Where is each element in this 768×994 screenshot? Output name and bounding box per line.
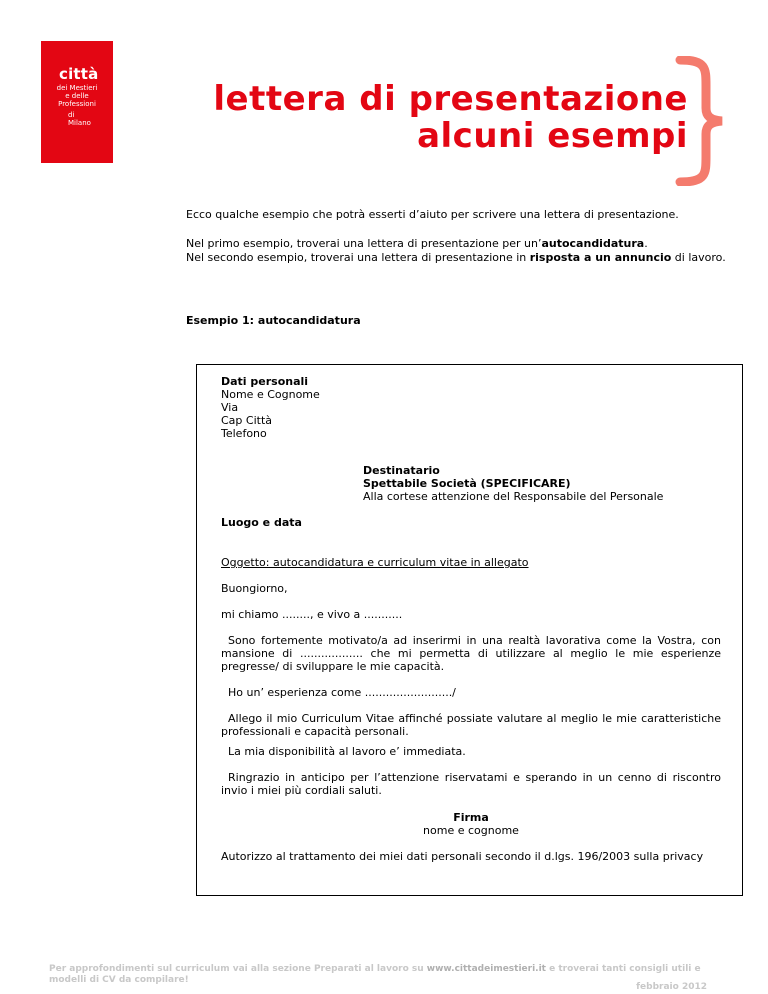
letter-intro: mi chiamo ........, e vivo a ...........: [221, 608, 403, 621]
intro-paragraph-1: Ecco qualche esempio che potrà esserti d’aiuto per scrivere una lettera di presentazione.: [186, 208, 679, 221]
privacy-consent: Autorizzo al trattamento dei miei dati personali secondo il d.lgs. 196/2003 sulla privacy: [221, 850, 704, 863]
section-title: Esempio 1: autocandidatura: [186, 314, 361, 327]
sender-line: Telefono: [221, 427, 267, 440]
logo-line3: [68, 111, 91, 127]
signature-title: Firma: [453, 811, 489, 824]
curly-brace-icon: [672, 56, 732, 186]
signature-name: nome e cognome: [423, 824, 519, 837]
sender-line: Cap Città: [221, 414, 273, 427]
intro-paragraph-3: [186, 251, 726, 265]
intro-p3-bold: risposta a un annuncio: [529, 251, 672, 264]
page-title: [213, 81, 688, 155]
logo: [41, 41, 113, 163]
sender-line: Via: [221, 401, 239, 414]
sender-line: Nome e Cognome: [221, 388, 320, 401]
intro-paragraph-2: [186, 237, 648, 251]
recipient-company: Spettabile Società (SPECIFICARE): [363, 477, 571, 490]
intro-p2-post: .: [644, 237, 648, 250]
letter-paragraph-4: La mia disponibilità al lavoro e’ immediata.: [228, 745, 466, 758]
recipient-title: Destinatario: [363, 464, 440, 477]
letter-paragraph-3: Allego il mio Curriculum Vitae affinché possiate valutare al meglio le mie caratteristiche professionali e capacità personali.: [221, 712, 721, 738]
footer-note: [49, 964, 709, 986]
title-line2: alcuni esempi: [417, 116, 688, 156]
intro-p2-bold: autocandidatura: [541, 237, 645, 250]
title-line1: lettera di presentazione: [213, 79, 688, 119]
recipient-attention: Alla cortese attenzione del Responsabile del Personale: [363, 490, 664, 503]
place-date: Luogo e data: [221, 516, 302, 529]
intro-p3-post: di lavoro.: [671, 251, 726, 264]
letter-subject: Oggetto: autocandidatura e curriculum vitae in allegato: [221, 556, 529, 569]
letter-box: [196, 364, 743, 896]
letter-paragraph-1: Sono fortemente motivato/a ad inserirmi in una realtà lavorativa come la Vostra, con mansione di .................. che mi permetta di utilizzare al meglio le mie esperienze pregresse/ di sviluppare le mie capacità.: [221, 634, 721, 673]
letter-paragraph-5: Ringrazio in anticipo per l’attenzione riservatami e sperando in un cenno di riscontro invio i miei più cordiali saluti.: [221, 771, 721, 797]
intro-p3-pre: Nel secondo esempio, troverai una lettera di presentazione in: [186, 251, 530, 264]
logo-line1: città: [59, 65, 99, 83]
logo-line2: [48, 84, 106, 108]
letter-paragraph-2: Ho un’ esperienza come ........................./: [228, 686, 456, 699]
logo-line3b: Milano: [68, 119, 91, 127]
logo-line3a: di: [68, 111, 75, 119]
footer-post: e troverai tanti consigli utili e modelli di CV da compilare!: [49, 964, 701, 985]
logo-line2a: dei Mestieri: [56, 84, 98, 92]
intro-p2-pre: Nel primo esempio, troverai una lettera di presentazione per un’: [186, 237, 542, 250]
footer-date: febbraio 2012: [636, 982, 707, 992]
logo-line2b: e delle Professioni: [58, 92, 96, 108]
sender-title: Dati personali: [221, 375, 309, 388]
footer-pre: Per approfondimenti sul curriculum vai alla sezione Preparati al lavoro su: [49, 964, 427, 974]
letter-greeting: Buongiorno,: [221, 582, 288, 595]
footer-link[interactable]: www.cittadeimestieri.it: [426, 964, 546, 974]
